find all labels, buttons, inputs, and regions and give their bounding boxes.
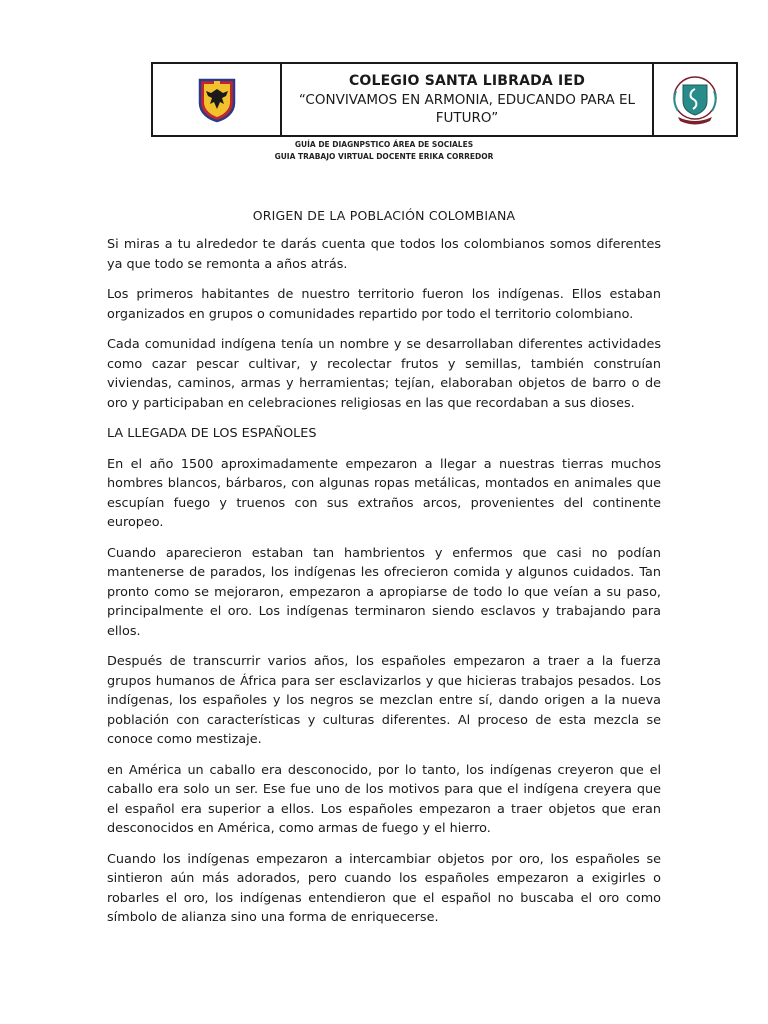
paragraph: Después de transcurrir varios años, los españoles empezaron a traer a la fuerza grupos humanos de África para ser esclavizarlos y que hicieras trabajos pesados. Los indígenas, los españoles y los negros se mezclan entre sí, dando origen a la nueva población con características y culturas diferentes. Al proceso de esta mezcla se conoce como mestizaje.	[107, 654, 661, 747]
school-motto: “CONVIVAMOS EN ARMONIA, EDUCANDO PARA EL FUTURO”	[298, 91, 636, 126]
school-crest-icon	[664, 71, 726, 129]
document-body	[107, 208, 661, 939]
left-logo-cell	[153, 64, 282, 135]
guide-subtitle: GUÍA DE DIAGNPSTICO ÁREA DE SOCIALES	[294, 140, 474, 149]
bogota-coat-of-arms-icon	[197, 77, 237, 123]
paragraph: Los primeros habitantes de nuestro territorio fueron los indígenas. Ellos estaban organizados en grupos o comunidades repartido por todo el territorio colombiano.	[107, 287, 661, 322]
document-title: ORIGEN DE LA POBLACIÓN COLOMBIANA	[252, 208, 516, 223]
paragraph: Si miras a tu alrededor te darás cuenta que todos los colombianos somos diferentes ya que todo se remonta a años atrás.	[107, 237, 661, 272]
school-name: COLEGIO SANTA LIBRADA IED	[348, 72, 586, 89]
header-table	[151, 62, 738, 137]
paragraph: Cada comunidad indígena tenía un nombre y se desarrollaban diferentes actividades como cazar pescar cultivar, y recolectar frutos y semillas, también construían viviendas, caminos, armas y herramientas; tejían, elaboraban objetos de barro o de oro y participaban en celebraciones religiosas en las que recordaban a sus dioses.	[107, 337, 661, 411]
paragraph: Cuando aparecieron estaban tan hambrientos y enfermos que casi no podían mantenerse de parados, los indígenas les ofrecieron comida y algunos cuidados. Tan pronto como se mejoraron, empezaron a apropiarse de todo lo que veían a su paso, principalmente el oro. Los indígenas terminaron siendo esclavos y trabajando para ellos.	[107, 545, 661, 639]
paragraph: Cuando los indígenas empezaron a intercambiar objetos por oro, los españoles se sintieron aún más adorados, pero cuando los españoles empezaron a exigirles o robarles el oro, los indígenas entendieron que el español no buscaba el oro como símbolo de alianza sino una forma de enriquecerse.	[107, 851, 661, 925]
paragraph: En el año 1500 aproximadamente empezaron a llegar a nuestras tierras muchos hombres blancos, bárbaros, con algunas ropas metálicas, montados en animales que escupían fuego y truenos con sus extraños arcos, provenientes del continente europeo.	[107, 456, 661, 530]
right-logo-cell	[654, 64, 736, 135]
paragraph: en América un caballo era desconocido, por lo tanto, los indígenas creyeron que el caballo era solo un ser. Ese fue uno de los motivos para que el indígena creyera que el español era superior a ellos. Los españoles empezaron a traer objetos que eran desconocidos en América, como armas de fuego y el hierro.	[107, 762, 661, 836]
section-heading: LA LLEGADA DE LOS ESPAÑOLES	[107, 426, 317, 441]
school-title-cell	[282, 64, 654, 135]
teacher-line: GUIA TRABAJO VIRTUAL DOCENTE ERIKA CORREDOR	[274, 152, 494, 161]
